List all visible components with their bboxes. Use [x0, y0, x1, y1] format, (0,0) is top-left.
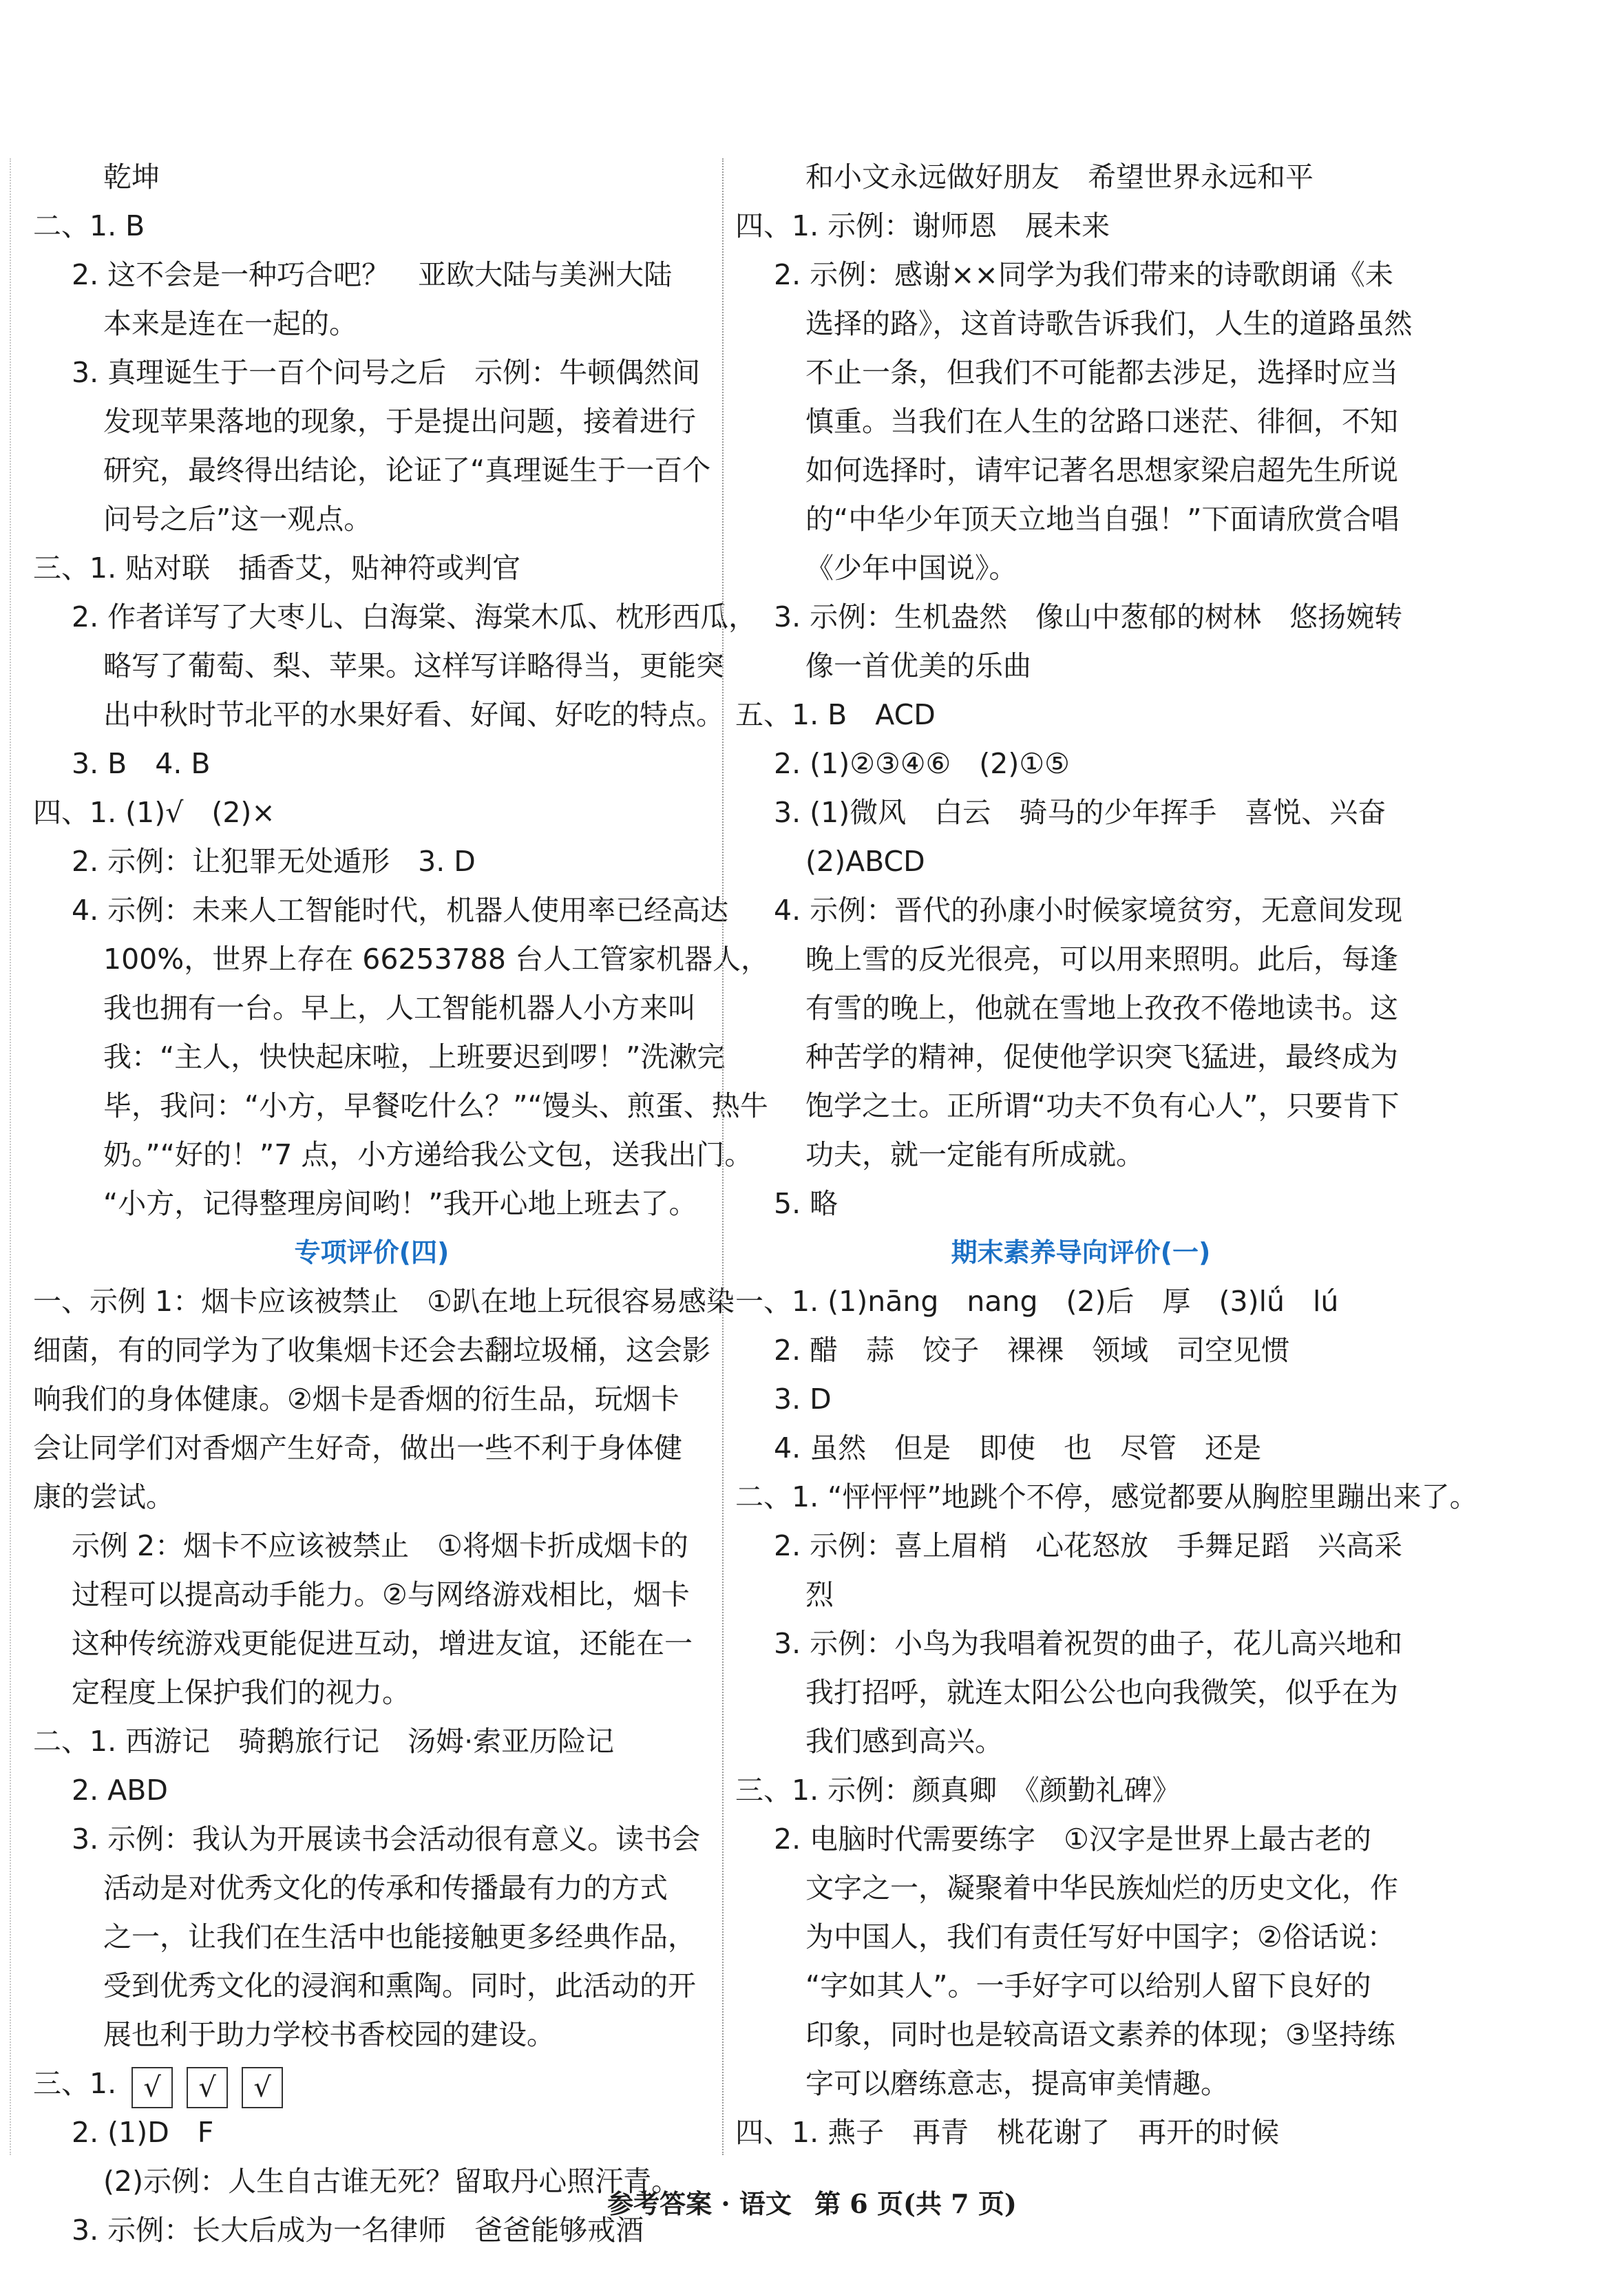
answer-line: [730, 202, 1432, 251]
answer-line: [28, 1962, 716, 2011]
answer-line: [28, 495, 716, 544]
answer-text: 乾坤: [103, 160, 160, 193]
answer-line: [730, 984, 1432, 1033]
answer-text: 受到优秀文化的浸润和熏陶。同时，此活动的开: [103, 1969, 696, 2002]
answer-line: [28, 642, 724, 691]
answer-line: [730, 1864, 1432, 1913]
answer-text: 专项评价(四): [294, 1237, 450, 1268]
answer-text: 选择的路》，这首诗歌告诉我们，人生的道路虽然: [805, 307, 1413, 340]
tick-box: √: [187, 2067, 228, 2108]
answer-text: 之一，让我们在生活中也能接触更多经典作品，: [103, 1920, 696, 1953]
answer-line: [730, 691, 1432, 739]
answer-line: [730, 935, 1432, 984]
answer-text: 如何选择时，请牢记著名思想家梁启超先生所说: [805, 454, 1398, 487]
right-column: [730, 153, 1478, 2163]
answer-text: 一、1. (1)nāng nang (2)后 厚 (3)lǘ lú: [735, 1285, 1339, 1318]
answer-text: 《少年中国说》。: [805, 552, 1017, 585]
answer-line: [730, 153, 1432, 202]
tick-box-group: [131, 2061, 297, 2110]
answer-line: [730, 1375, 1432, 1424]
answer-text: 研究，最终得出结论，论证了“真理诞生于一百个: [103, 454, 711, 487]
answer-text: 期末素养导向评价(一): [951, 1237, 1211, 1268]
answer-line: [730, 300, 1432, 348]
answer-line: [730, 1571, 1432, 1619]
footer-page-number: 第 6 页(共 7 页): [814, 2188, 1017, 2219]
answer-line: [730, 2108, 1432, 2157]
answer-text: 慎重。当我们在人生的岔路口迷茫、徘徊，不知: [805, 405, 1398, 438]
answer-text: (2)示例：人生自古谁无死？留取丹心照汗青。: [103, 2165, 680, 2198]
answer-line: [730, 446, 1432, 495]
answer-text: 2. 这不会是一种巧合吧？ 亚欧大陆与美洲大陆: [72, 258, 673, 291]
answer-text: 展也利于助力学校书香校园的建设。: [103, 2018, 555, 2051]
answer-line: [28, 1033, 726, 1082]
answer-text: 四、1. 示例：谢师恩 展未来: [735, 209, 1110, 242]
answer-text: 三、1.: [33, 2067, 117, 2100]
answer-text: 问号之后”这一观点。: [103, 503, 372, 536]
answer-text: 3. D: [774, 1383, 832, 1416]
answer-line: [28, 837, 716, 886]
answer-text: 有雪的晚上，他就在雪地上孜孜不倦地读书。这: [805, 991, 1398, 1025]
answer-line: [730, 1473, 1478, 1522]
answer-line: [730, 1962, 1432, 2011]
page-footer: [0, 2183, 1624, 2221]
answer-text: 2. (1)D F: [72, 2116, 214, 2149]
answer-line: [730, 2059, 1432, 2108]
answer-line: [28, 1571, 716, 1619]
answer-text: 5. 略: [774, 1187, 839, 1220]
answer-text: 我们感到高兴。: [805, 1725, 1003, 1758]
answer-line: [28, 691, 724, 739]
answer-line: [730, 1277, 1432, 1326]
answer-line: [730, 348, 1432, 397]
answer-text: 出中秋时节北平的水果好看、好闻、好吃的特点。: [103, 698, 724, 731]
tick-box: √: [242, 2067, 283, 2108]
answer-text: 三、1. 贴对联 插香艾，贴神符或判官: [33, 552, 521, 585]
answer-line: [730, 495, 1432, 544]
answer-text: 二、1. “怦怦怦”地跳个不停，感觉都要从胸腔里蹦出来了。: [735, 1480, 1478, 1513]
answer-text: 五、1. B ACD: [735, 698, 936, 731]
answer-text: 4. 示例：未来人工智能时代，机器人使用率已经高达: [72, 894, 729, 927]
answer-line: [28, 1424, 716, 1473]
answer-line: [28, 2108, 716, 2157]
section-heading: [28, 1228, 716, 1277]
answer-text: 四、1. 燕子 再青 桃花谢了 再开的时候: [735, 2116, 1280, 2149]
answer-line: [28, 935, 769, 984]
answer-text: 我也拥有一台。早上，人工智能机器人小方来叫: [103, 991, 696, 1025]
answer-line: [28, 1913, 716, 1962]
answer-line: [730, 1913, 1432, 1962]
answer-text: 印象，同时也是较高语文素养的体现；③坚持练: [805, 2018, 1395, 2051]
answer-line: [28, 593, 757, 642]
answer-text: 奶。”“好的！”7 点，小方递给我公文包，送我出门。: [103, 1138, 753, 1171]
answer-line: [28, 1131, 753, 1179]
answer-line: [730, 837, 1432, 886]
answer-text: 响我们的身体健康。②烟卡是香烟的衍生品，玩烟卡: [33, 1383, 679, 1416]
answer-text: “小方，记得整理房间哟！”我开心地上班去了。: [103, 1187, 697, 1220]
answer-line: [28, 1766, 716, 1815]
answer-text: 2. 示例：让犯罪无处遁形 3. D: [72, 845, 476, 878]
answer-text: 2. 示例：感谢××同学为我们带来的诗歌朗诵《未: [774, 258, 1393, 291]
answer-line: [730, 1717, 1432, 1766]
answer-line: [28, 202, 716, 251]
answer-text: 3. B 4. B: [72, 747, 211, 780]
answer-line: [28, 1375, 716, 1424]
answer-text: 3. 真理诞生于一百个问号之后 示例：牛顿偶然间: [72, 356, 701, 389]
answer-line: [28, 544, 716, 593]
answer-text: 二、1. B: [33, 209, 145, 242]
answer-text: 晚上雪的反光很亮，可以用来照明。此后，每逢: [805, 943, 1398, 976]
answer-text: 2. (1)②③④⑥ (2)①⑤: [774, 747, 1070, 780]
answer-line: [28, 788, 716, 837]
answer-text: 过程可以提高动手能力。②与网络游戏相比，烟卡: [72, 1578, 690, 1611]
answer-line: [28, 2059, 716, 2108]
answer-text: 2. 作者详写了大枣儿、白海棠、海棠木瓜、枕形西瓜，: [72, 600, 757, 633]
answer-text: 种苦学的精神，促使他学识突飞猛进，最终成为: [805, 1040, 1398, 1073]
answer-line: [28, 1326, 716, 1375]
answer-line: [28, 984, 716, 1033]
binding-margin: [10, 158, 11, 2155]
answer-line: [28, 1668, 716, 1717]
answer-text: 和小文永远做好朋友 希望世界永远和平: [805, 160, 1314, 193]
answer-line: [28, 348, 716, 397]
answer-text: 2. 醋 蒜 饺子 裸裸 领域 司空见惯: [774, 1334, 1290, 1367]
answer-line: [730, 544, 1432, 593]
answer-line: [28, 1717, 716, 1766]
answer-line: [730, 1619, 1432, 1668]
answer-line: [28, 1473, 716, 1522]
answer-line: [730, 1131, 1432, 1179]
answer-text: 我：“主人，快快起床啦，上班要迟到啰！”洗漱完: [103, 1040, 726, 1073]
answer-line: [730, 788, 1432, 837]
answer-text: 为中国人，我们有责任写好中国字；②俗话说：: [805, 1920, 1395, 1953]
answer-line: [730, 1766, 1432, 1815]
answer-text: 3. 示例：生机盎然 像山中葱郁的树林 悠扬婉转: [774, 600, 1403, 633]
answer-line: [730, 397, 1432, 446]
tick-box: √: [131, 2067, 173, 2108]
answer-line: [28, 397, 716, 446]
answer-line: [730, 1815, 1432, 1864]
column-divider: [722, 158, 724, 2155]
answer-text: 本来是连在一起的。: [103, 307, 357, 340]
answer-line: [730, 593, 1432, 642]
answer-line: [730, 1522, 1432, 1571]
answer-line: [28, 300, 716, 348]
answer-line: [28, 1082, 768, 1131]
answer-text: 功夫，就一定能有所成就。: [805, 1138, 1144, 1171]
answer-line: [28, 1864, 716, 1913]
section-heading: [730, 1228, 1432, 1277]
answer-text: 文字之一，凝聚着中华民族灿烂的历史文化，作: [805, 1871, 1398, 1904]
answer-line: [730, 1179, 1432, 1228]
answer-text: 发现苹果落地的现象，于是提出问题，接着进行: [103, 405, 696, 438]
answer-line: [28, 446, 716, 495]
answer-text: 的“中华少年顶天立地当自强！”下面请欣赏合唱: [805, 503, 1400, 536]
answer-text: 像一首优美的乐曲: [805, 649, 1031, 682]
answer-line: [730, 642, 1432, 691]
answer-text: 毕，我问：“小方，早餐吃什么？”“馒头、煎蛋、热牛: [103, 1089, 768, 1122]
answer-line: [730, 886, 1432, 935]
answer-text: 不止一条，但我们不可能都去涉足，选择时应当: [805, 356, 1398, 389]
answer-text: 饱学之士。正所谓“功夫不负有心人”，只要肯下: [805, 1089, 1400, 1122]
answer-line: [28, 1522, 716, 1571]
answer-line: [28, 886, 729, 935]
answer-text: 2. ABD: [72, 1774, 168, 1807]
answer-text: 2. 示例：喜上眉梢 心花怒放 手舞足蹈 兴高采: [774, 1529, 1403, 1562]
answer-line: [28, 153, 716, 202]
answer-line: [730, 1424, 1432, 1473]
answer-text: 4. 虽然 但是 即使 也 尽管 还是: [774, 1431, 1262, 1465]
answer-line: [28, 1277, 735, 1326]
answer-text: 字可以磨练意志，提高审美情趣。: [805, 2067, 1229, 2100]
answer-line: [28, 1815, 716, 1864]
answer-line: [28, 1619, 716, 1668]
answer-text: 三、1. 示例：颜真卿 《颜勤礼碑》: [735, 1774, 1181, 1807]
answer-line: [730, 1668, 1432, 1717]
answer-line: [28, 2011, 716, 2059]
answer-line: [730, 251, 1432, 300]
answer-line: [730, 2011, 1432, 2059]
answer-text: 康的尝试。: [33, 1480, 174, 1513]
answer-line: [28, 251, 716, 300]
answer-text: 这种传统游戏更能促进互动，增进友谊，还能在一: [72, 1627, 693, 1660]
answer-text: (2)ABCD: [805, 845, 925, 878]
answer-text: 3. 示例：小鸟为我唱着祝贺的曲子，花儿高兴地和: [774, 1627, 1403, 1660]
footer-title: 参考答案 · 语文: [607, 2188, 792, 2219]
answer-text: 会让同学们对香烟产生好奇，做出一些不利于身体健: [33, 1431, 682, 1465]
answer-text: “字如其人”。一手好字可以给别人留下良好的: [805, 1969, 1371, 2002]
answer-text: 3. 示例：我认为开展读书会活动很有意义。读书会: [72, 1823, 701, 1856]
answer-text: 烈: [805, 1578, 834, 1611]
answer-text: 定程度上保护我们的视力。: [72, 1676, 410, 1709]
answer-line: [730, 739, 1432, 788]
answer-text: 示例 2：烟卡不应该被禁止 ①将烟卡折成烟卡的: [72, 1529, 688, 1562]
answer-text: 2. 电脑时代需要练字 ①汉字是世界上最古老的: [774, 1823, 1371, 1856]
answer-line: [730, 1082, 1432, 1131]
answer-line: [730, 1033, 1432, 1082]
answer-text: 细菌，有的同学为了收集烟卡还会去翻垃圾桶，这会影: [33, 1334, 710, 1367]
answer-text: 3. 示例：长大后成为一名律师 爸爸能够戒酒: [72, 2214, 644, 2247]
answer-text: 略写了葡萄、梨、苹果。这样写详略得当，更能突: [103, 649, 724, 682]
answer-line: [28, 739, 716, 788]
answer-text: 我打招呼，就连太阳公公也向我微笑，似乎在为: [805, 1676, 1398, 1709]
answer-text: 3. (1)微风 白云 骑马的少年挥手 喜悦、兴奋: [774, 796, 1386, 829]
answer-text: 一、示例 1：烟卡应该被禁止 ①趴在地上玩很容易感染: [33, 1285, 735, 1318]
answer-text: 四、1. (1)√ (2)×: [33, 796, 275, 829]
answer-text: 二、1. 西游记 骑鹅旅行记 汤姆·索亚历险记: [33, 1725, 615, 1758]
answer-text: 活动是对优秀文化的传承和传播最有力的方式: [103, 1871, 668, 1904]
answer-text: 4. 示例：晋代的孙康小时候家境贫穷，无意间发现: [774, 894, 1403, 927]
answer-line: [28, 1179, 716, 1228]
answer-line: [730, 1326, 1432, 1375]
answer-text: 100%，世界上存在 66253788 台人工管家机器人，: [103, 943, 769, 976]
